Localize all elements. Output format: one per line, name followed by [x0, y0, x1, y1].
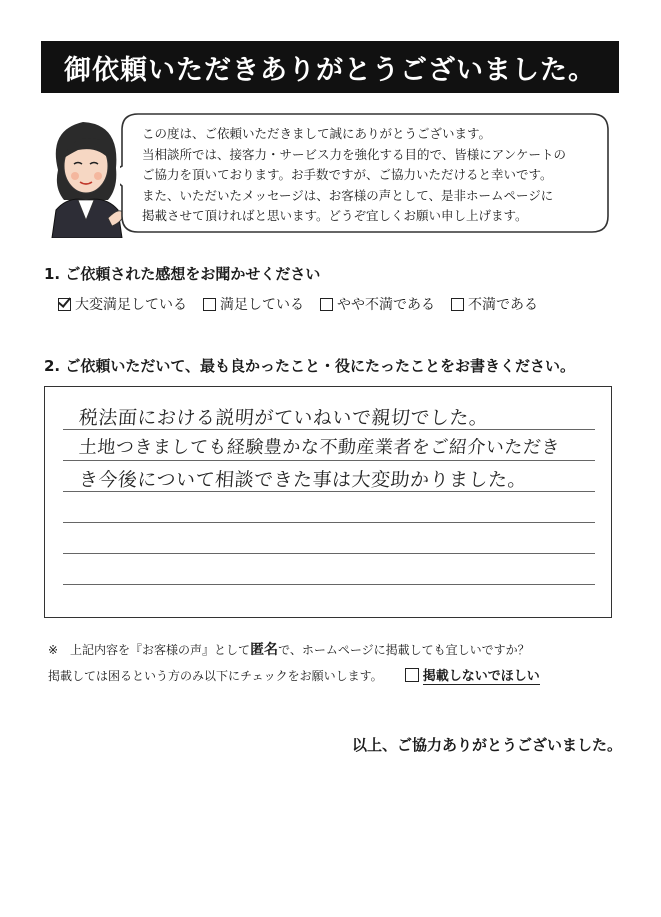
notice-text: ※ 上記内容を『お客様の声』として: [48, 643, 251, 657]
option-label: 大変満足している: [75, 297, 187, 313]
intro-line: 当相談所では、接客力・サービス力を強化する目的で、皆様にアンケートの: [142, 146, 567, 162]
ruled-line: [63, 553, 595, 554]
intro-line: ご協力を頂いております。お手数ですが、ご協力いただけると幸いです。: [142, 167, 553, 182]
intro-line: 掲載させて頂ければと思います。どうぞ宜しくお願い申し上げます。: [142, 208, 528, 223]
handwritten-answer-line: 土地つきましても経験豊かな不動産業者をご紹介いただき: [78, 437, 561, 458]
optout-checkbox[interactable]: [405, 668, 419, 682]
option-satisfied[interactable]: [203, 294, 304, 314]
anonymous-emphasis: 匿名: [250, 642, 279, 658]
optout-option[interactable]: [405, 665, 540, 685]
question-2-heading: 2. ご依頼いただいて、最も良かったこと・役にたったことをお書きください。: [44, 357, 576, 375]
ruled-line: [63, 460, 595, 461]
page-title: 御依頼いただきありがとうございました。: [41, 41, 619, 93]
satisfaction-options: [58, 294, 538, 314]
closing-message: 以上、ご協力ありがとうございました。: [352, 736, 623, 754]
option-very-satisfied[interactable]: [58, 294, 187, 314]
publication-notice: [48, 639, 530, 659]
handwritten-answer-line: き今後について相談できた事は大変助かりました。: [78, 469, 528, 491]
checkbox[interactable]: [58, 298, 71, 311]
ruled-line: [63, 522, 595, 523]
intro-line: この度は、ご依頼いただきまして誠にありがとうございます。: [142, 126, 492, 141]
notice-text: で、ホームページに掲載しても宜しいですか？: [278, 643, 530, 657]
intro-speech-bubble: [120, 112, 610, 234]
option-label: 不満である: [468, 297, 538, 313]
option-label: やや不満である: [337, 297, 435, 313]
option-somewhat-unsatisfied[interactable]: [320, 294, 435, 314]
intro-line: また、いただいたメッセージは、お客様の声として、是非ホームページに: [142, 187, 554, 203]
question-1-heading: 1. ご依頼された感想をお聞かせください: [44, 265, 321, 283]
ruled-line: [63, 584, 595, 585]
free-answer-box[interactable]: [44, 386, 612, 618]
option-unsatisfied[interactable]: [451, 294, 538, 314]
checkbox[interactable]: [451, 298, 464, 311]
checkbox[interactable]: [203, 298, 216, 311]
handwritten-answer-line: 税法面における説明がていねいで親切でした。: [78, 407, 490, 429]
option-label: 満足している: [220, 297, 304, 313]
optout-label: 掲載しないでほしい: [423, 665, 540, 685]
checkbox[interactable]: [320, 298, 333, 311]
optout-row: [48, 665, 540, 685]
optout-instruction: 掲載しては困るという方のみ以下にチェックをお願いします。: [48, 668, 383, 683]
